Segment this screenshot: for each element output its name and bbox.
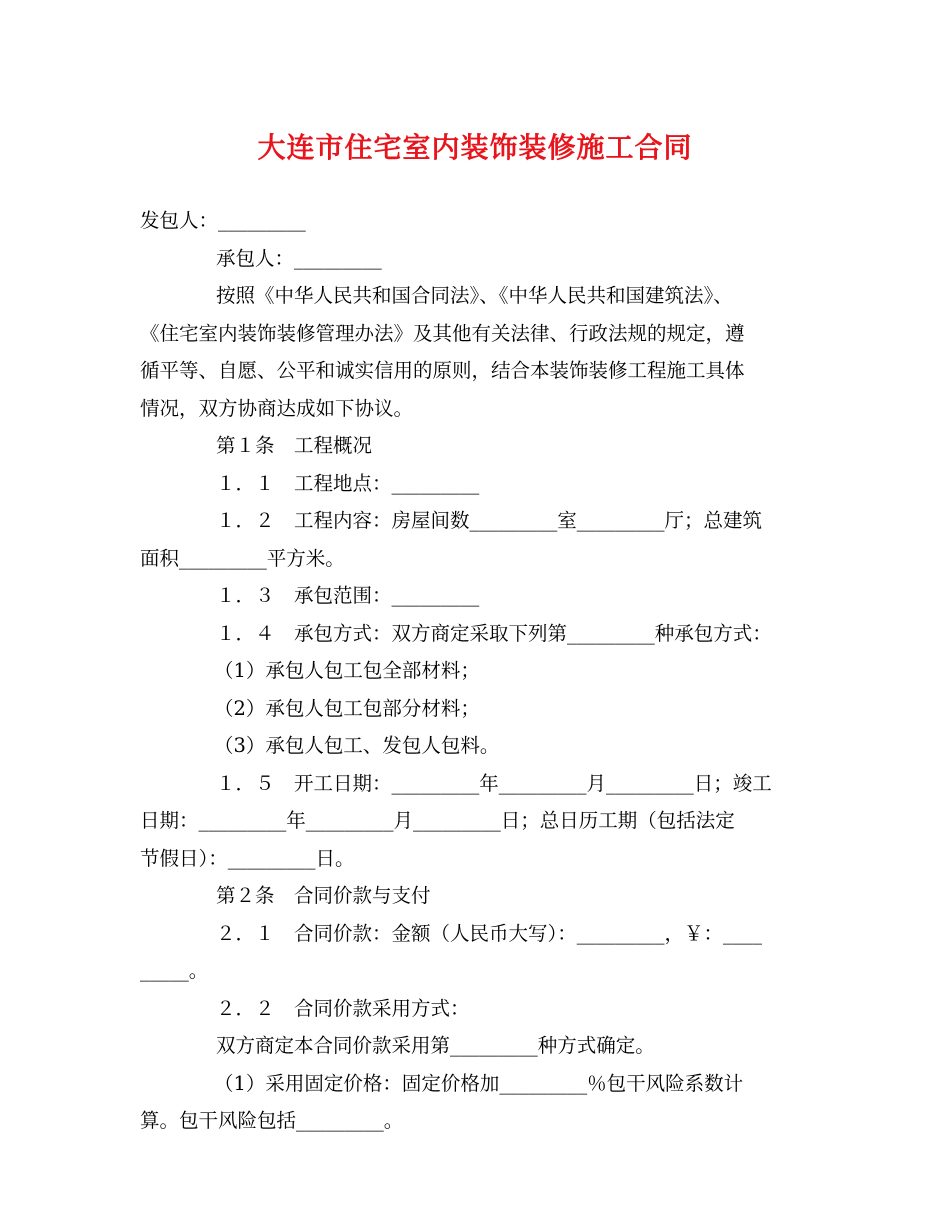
employer-line: 发包人：_________ [140,209,306,232]
preamble-line-3: 循平等、自愿、公平和诚实信用的原则，结合本装饰装修工程施工具体 [140,359,745,382]
clause-2-1-line-2: _____。 [140,959,209,982]
clause-2-2: ２．２ 合同价款采用方式： [216,996,470,1020]
fixed-price-line-2: 算。包干风险包括_________。 [140,1109,404,1132]
clause-1-5-line-2: 日期：_________年_________月_________日；总日历工期（包括法定 [140,809,735,832]
option-1: （1）承包人包工包全部材料； [214,659,480,682]
contract-body [140,202,812,1140]
clause-1-5-line-3: 节假日）：_________日。 [140,846,355,870]
clause-1-5-line-1: １．５ 开工日期：_________年_________月_________日；竣工 [216,771,772,795]
clause-1-2-line-2: 面积_________平方米。 [140,546,345,570]
clause-1-3: １．３ 承包范围：_________ [216,584,480,607]
article-1-heading: 第１条 工程概况 [216,434,373,457]
article-2-heading: 第２条 合同价款与支付 [216,884,431,907]
clause-1-1: １．１ 工程地点：_________ [216,471,480,495]
clause-1-2-line-1: １．２ 工程内容：房屋间数_________室_________厅；总建筑 [216,509,763,532]
preamble-line-4: 情况，双方协商达成如下协议。 [140,396,414,420]
clause-1-4: １．４ 承包方式：双方商定采取下列第_________种承包方式： [216,621,772,645]
contract-title: 大连市住宅室内装饰装修施工合同 [257,131,693,164]
preamble-line-1: 按照《中华人民共和国合同法》、《中华人民共和国建筑法》、 [216,284,733,307]
option-2: （2）承包人包工包部分材料； [214,696,480,720]
clause-2-1-line-1: ２．１ 合同价款：金额（人民币大写）：_________，￥：____ [216,921,763,945]
contractor-line: 承包人：_________ [216,246,382,270]
option-3: （3）承包人包工、发包人包料。 [214,734,500,757]
price-method-line: 双方商定本合同价款采用第_________种方式确定。 [216,1034,655,1057]
fixed-price-line-1: （1）采用固定价格：固定价格加_________％包干风险系数计 [214,1071,744,1095]
preamble-line-2: 《住宅室内装饰装修管理办法》及其他有关法律、行政法规的规定，遵 [140,321,745,345]
